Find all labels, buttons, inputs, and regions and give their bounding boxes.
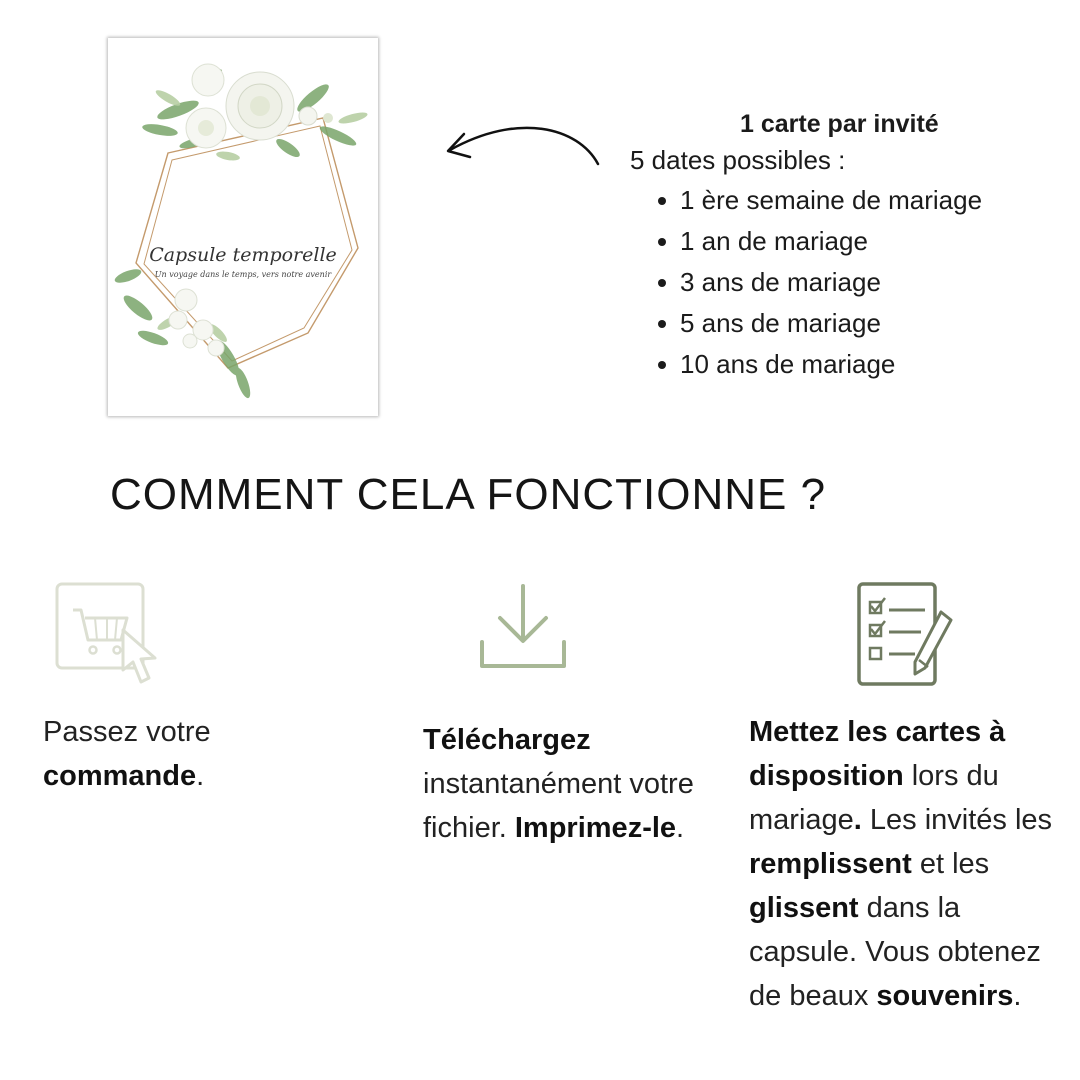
step-3-text: Mettez les cartes à disposition lors du mariage. Les invités les remplissent et les glissent dans la capsule. Vous obtenez de beaux souvenirs. xyxy=(749,716,1053,1012)
list-item: 10 ans de mariage xyxy=(656,344,1070,385)
info-block xyxy=(630,110,1070,385)
checklist-icon xyxy=(855,580,960,690)
card-subtitle: Un voyage dans le temps, vers notre avenir xyxy=(154,270,332,279)
card-preview xyxy=(108,38,378,416)
list-item: 1 ère semaine de mariage xyxy=(656,180,1070,221)
list-item: 1 an de mariage xyxy=(656,221,1070,262)
curved-arrow-icon xyxy=(438,112,608,172)
shopping-cart-icon xyxy=(55,582,170,687)
step-2-text: Téléchargez instantanément votre fichier. Imprimez-le. xyxy=(423,724,694,844)
card-title: Capsule temporelle xyxy=(149,244,337,266)
date-list xyxy=(630,180,1070,385)
info-heading: 1 carte par invité xyxy=(740,110,939,138)
info-subheading: 5 dates possibles : xyxy=(630,145,846,175)
download-icon xyxy=(478,582,570,672)
list-item: 5 ans de mariage xyxy=(656,303,1070,344)
step-1-text: Passez votre commande. xyxy=(43,716,211,792)
list-item: 3 ans de mariage xyxy=(656,262,1070,303)
page-title: COMMENT CELA FONCTIONNE ? xyxy=(110,470,827,519)
floral-frame-illustration xyxy=(108,38,378,416)
